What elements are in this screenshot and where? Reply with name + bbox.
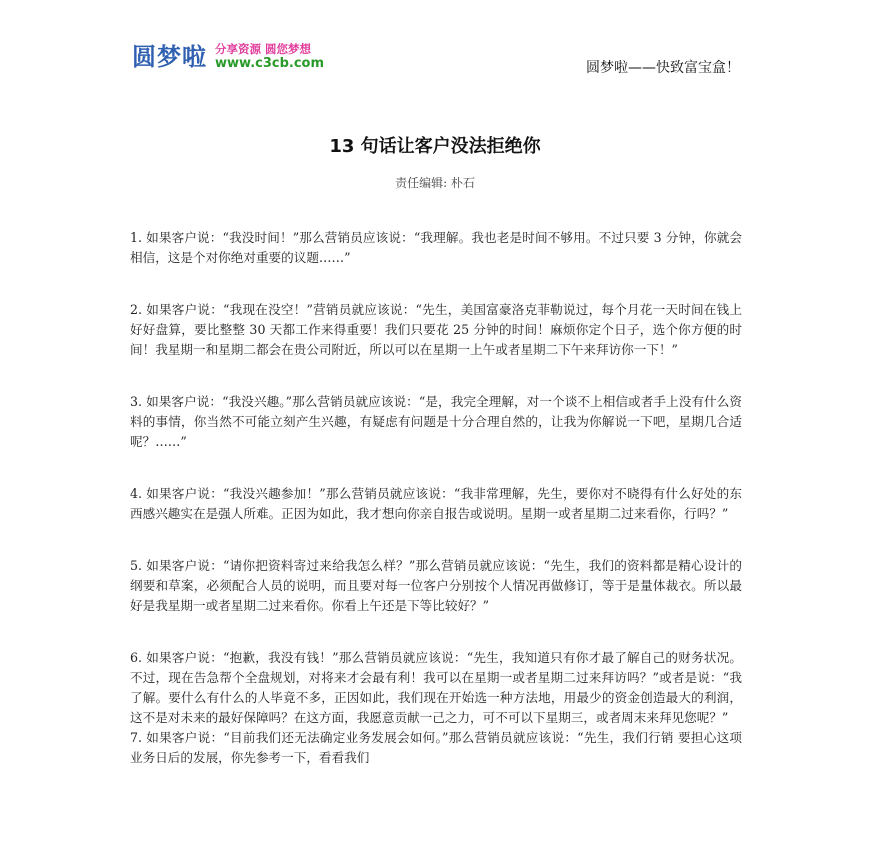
editor-line: 责任编辑: 朴石 xyxy=(395,176,475,190)
paragraph-4: 4. 如果客户说：“我没兴趣参加！”那么营销员就应该说：“我非常理解，先生，要你对不晓得有什么好处的东西感兴趣实在是强人所难。正因为如此，我才想向你亲自报告或说明。星期一或者星期二过来看你，行吗？” xyxy=(130,486,742,521)
paragraph-6: 6. 如果客户说：“抱歉，我没有钱！”那么营销员就应该说：“先生，我知道只有你才最了解自己的财务状况。不过，现在告急帮个全盘规划，对将来才会最有利！我可以在星期一或者星期二过来拜访吗？”或者是说：“我了解。要什么有什么的人毕竟不多，正因如此，我们现在开始选一种方法地，用最少的资金创造最大的利润，这不是对未来的最好保障吗？在这方面，我愿意贡献一己之力，可不可以下星期三，或者周末来拜见您呢？” xyxy=(130,650,742,725)
document-body xyxy=(130,228,742,768)
logo-slogan: 分享资源 圆您梦想 xyxy=(215,42,312,56)
paragraph-7: 7. 如果客户说：“目前我们还无法确定业务发展会如何。”那么营销员就应该说：“先生，我们行销 要担心这项业务日后的发展，你先参考一下，看看我们 xyxy=(130,730,742,765)
paragraph-2: 2. 如果客户说：“我现在没空！”营销员就应该说：“先生，美国富豪洛克菲勒说过，每个月花一天时间在钱上好好盘算，要比整整 30 天都工作来得重要！我们只要花 25 分钟的时间！麻烦你定个日子，选个你方便的时间！我星期一和星期二都会在贵公司附近，所以可以在星期一上午或者星期二下午来拜访你一下！” xyxy=(130,302,742,357)
header-tagline: 圆梦啦——快致富宝盒！ xyxy=(586,60,740,76)
logo-text: 圆梦啦 xyxy=(132,43,207,71)
paragraph-1: 1. 如果客户说：“我没时间！”那么营销员应该说：“我理解。我也老是时间不够用。不过只要 3 分钟，你就会相信，这是个对你绝对重要的议题……” xyxy=(130,230,742,265)
site-logo[interactable] xyxy=(132,42,324,76)
paragraph-5: 5. 如果客户说：“请你把资料寄过来给我怎么样？”那么营销员就应该说：“先生，我们的资料都是精心设计的纲要和草案，必须配合人员的说明，而且要对每一位客户分别按个人情况再做修订，等于是量体裁衣。所以最好是我星期一或者星期二过来看你。你看上午还是下等比较好？” xyxy=(130,558,742,613)
paragraph-3: 3. 如果客户说：“我没兴趣。”那么营销员就应该说：“是，我完全理解，对一个谈不上相信或者手上没有什么资料的事情，你当然不可能立刻产生兴趣，有疑虑有问题是十分合理自然的，让我为你解说一下吧，星期几合适呢？……” xyxy=(130,394,742,449)
document-title: 13 句话让客户没法拒绝你 xyxy=(329,136,541,157)
logo-url: www.c3cb.com xyxy=(215,56,325,71)
logo-caption xyxy=(215,42,324,72)
